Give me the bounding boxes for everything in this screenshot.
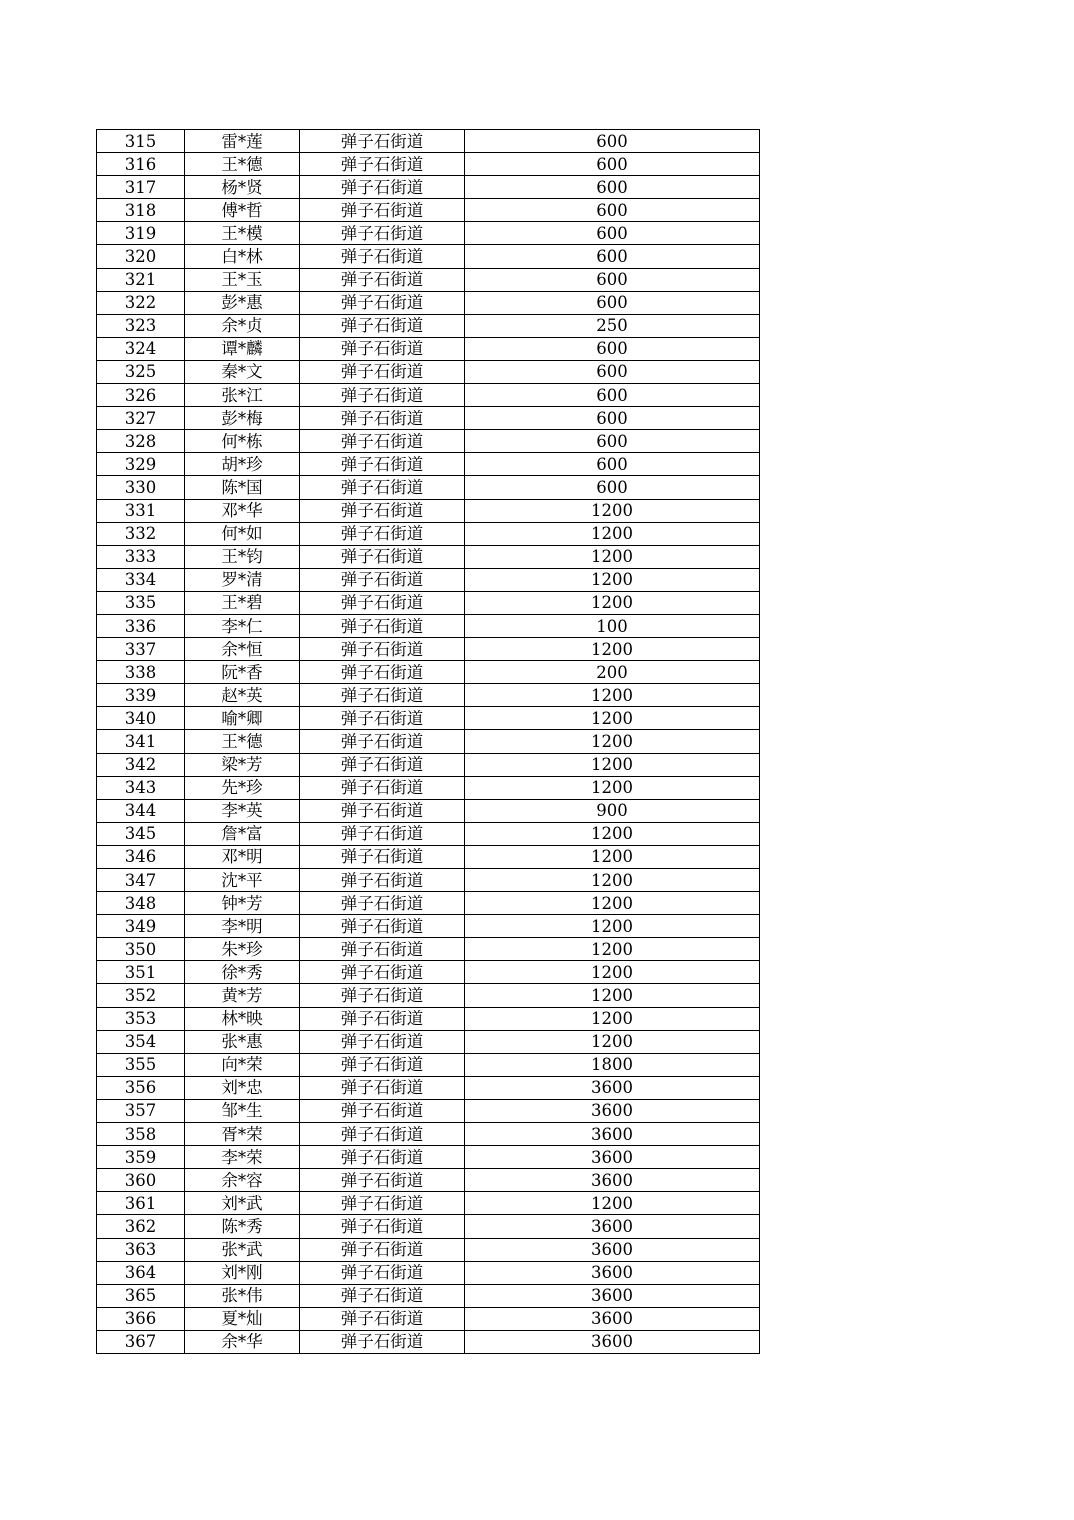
amount-cell: 1200 [465,961,760,984]
area-cell: 弹子石街道 [300,1169,465,1192]
amount-cell: 3600 [465,1146,760,1169]
name-cell: 余*容 [185,1169,300,1192]
amount-cell: 100 [465,614,760,637]
amount-cell: 1200 [465,1007,760,1030]
name-cell: 傅*哲 [185,199,300,222]
table-row [97,707,760,730]
table-row [97,545,760,568]
name-cell: 钟*芳 [185,892,300,915]
row-number-cell: 336 [97,614,185,637]
table-body [97,130,760,1354]
area-cell: 弹子石街道 [300,545,465,568]
table-row [97,776,760,799]
row-number-cell: 318 [97,199,185,222]
amount-cell: 1200 [465,915,760,938]
amount-cell: 600 [465,268,760,291]
area-cell: 弹子石街道 [300,453,465,476]
table-row [97,430,760,453]
row-number-cell: 357 [97,1099,185,1122]
area-cell: 弹子石街道 [300,522,465,545]
name-cell: 邹*生 [185,1099,300,1122]
table-row [97,799,760,822]
table-row [97,130,760,153]
amount-cell: 250 [465,314,760,337]
row-number-cell: 319 [97,222,185,245]
table-row [97,845,760,868]
row-number-cell: 352 [97,984,185,1007]
table-row [97,661,760,684]
row-number-cell: 362 [97,1215,185,1238]
amount-cell: 1200 [465,499,760,522]
row-number-cell: 321 [97,268,185,291]
amount-cell: 1200 [465,938,760,961]
name-cell: 邓*华 [185,499,300,522]
table-row [97,314,760,337]
area-cell: 弹子石街道 [300,1076,465,1099]
table-row [97,245,760,268]
amount-cell: 1200 [465,707,760,730]
area-cell: 弹子石街道 [300,384,465,407]
name-cell: 朱*珍 [185,938,300,961]
row-number-cell: 358 [97,1123,185,1146]
table-row [97,1238,760,1261]
table-row [97,1261,760,1284]
table-row [97,199,760,222]
amount-cell: 3600 [465,1330,760,1353]
row-number-cell: 346 [97,845,185,868]
table-row [97,153,760,176]
amount-cell: 3600 [465,1307,760,1330]
name-cell: 余*恒 [185,638,300,661]
table-row [97,1030,760,1053]
table-row [97,337,760,360]
amount-cell: 3600 [465,1099,760,1122]
row-number-cell: 342 [97,753,185,776]
amount-cell: 600 [465,153,760,176]
area-cell: 弹子石街道 [300,1099,465,1122]
amount-cell: 900 [465,799,760,822]
name-cell: 王*德 [185,730,300,753]
amount-cell: 1200 [465,984,760,1007]
amount-cell: 1200 [465,1192,760,1215]
row-number-cell: 347 [97,869,185,892]
name-cell: 黄*芳 [185,984,300,1007]
table-row [97,222,760,245]
amount-cell: 600 [465,407,760,430]
name-cell: 李*明 [185,915,300,938]
area-cell: 弹子石街道 [300,407,465,430]
row-number-cell: 367 [97,1330,185,1353]
table-row [97,1330,760,1353]
amount-cell: 600 [465,384,760,407]
name-cell: 张*惠 [185,1030,300,1053]
area-cell: 弹子石街道 [300,268,465,291]
area-cell: 弹子石街道 [300,684,465,707]
area-cell: 弹子石街道 [300,869,465,892]
row-number-cell: 316 [97,153,185,176]
amount-cell: 1200 [465,892,760,915]
row-number-cell: 322 [97,291,185,314]
amount-cell: 600 [465,130,760,153]
area-cell: 弹子石街道 [300,130,465,153]
area-cell: 弹子石街道 [300,1053,465,1076]
table-row [97,291,760,314]
table-row [97,822,760,845]
area-cell: 弹子石街道 [300,614,465,637]
amount-cell: 600 [465,291,760,314]
area-cell: 弹子石街道 [300,1007,465,1030]
row-number-cell: 355 [97,1053,185,1076]
name-cell: 陈*秀 [185,1215,300,1238]
area-cell: 弹子石街道 [300,1307,465,1330]
row-number-cell: 339 [97,684,185,707]
area-cell: 弹子石街道 [300,1123,465,1146]
name-cell: 李*仁 [185,614,300,637]
area-cell: 弹子石街道 [300,291,465,314]
table-row [97,522,760,545]
name-cell: 刘*忠 [185,1076,300,1099]
row-number-cell: 331 [97,499,185,522]
table-row [97,638,760,661]
area-cell: 弹子石街道 [300,476,465,499]
table-row [97,1007,760,1030]
area-cell: 弹子石街道 [300,430,465,453]
table-row [97,453,760,476]
row-number-cell: 328 [97,430,185,453]
amount-cell: 600 [465,199,760,222]
row-number-cell: 356 [97,1076,185,1099]
table-row [97,984,760,1007]
row-number-cell: 325 [97,360,185,383]
amount-cell: 1200 [465,845,760,868]
amount-cell: 1200 [465,822,760,845]
table-row [97,1307,760,1330]
table-row [97,407,760,430]
name-cell: 谭*麟 [185,337,300,360]
name-cell: 余*贞 [185,314,300,337]
amount-cell: 1200 [465,522,760,545]
row-number-cell: 317 [97,176,185,199]
name-cell: 邓*明 [185,845,300,868]
area-cell: 弹子石街道 [300,499,465,522]
name-cell: 赵*英 [185,684,300,707]
amount-cell: 1200 [465,753,760,776]
row-number-cell: 323 [97,314,185,337]
name-cell: 王*玉 [185,268,300,291]
amount-cell: 1200 [465,1030,760,1053]
row-number-cell: 359 [97,1146,185,1169]
row-number-cell: 332 [97,522,185,545]
row-number-cell: 340 [97,707,185,730]
name-cell: 张*武 [185,1238,300,1261]
name-cell: 罗*清 [185,568,300,591]
amount-cell: 600 [465,176,760,199]
row-number-cell: 338 [97,661,185,684]
name-cell: 夏*灿 [185,1307,300,1330]
table-row [97,915,760,938]
area-cell: 弹子石街道 [300,892,465,915]
table-row [97,268,760,291]
name-cell: 王*德 [185,153,300,176]
name-cell: 阮*香 [185,661,300,684]
row-number-cell: 351 [97,961,185,984]
area-cell: 弹子石街道 [300,1192,465,1215]
area-cell: 弹子石街道 [300,845,465,868]
area-cell: 弹子石街道 [300,753,465,776]
table-row [97,892,760,915]
name-cell: 张*伟 [185,1284,300,1307]
area-cell: 弹子石街道 [300,961,465,984]
name-cell: 王*模 [185,222,300,245]
name-cell: 张*江 [185,384,300,407]
table-row [97,1076,760,1099]
table-row [97,869,760,892]
amount-cell: 3600 [465,1076,760,1099]
name-cell: 刘*刚 [185,1261,300,1284]
area-cell: 弹子石街道 [300,730,465,753]
name-cell: 沈*平 [185,869,300,892]
table-row [97,614,760,637]
amount-cell: 1200 [465,730,760,753]
name-cell: 余*华 [185,1330,300,1353]
amount-cell: 3600 [465,1238,760,1261]
name-cell: 胡*珍 [185,453,300,476]
data-table [96,129,760,1354]
area-cell: 弹子石街道 [300,1330,465,1353]
row-number-cell: 327 [97,407,185,430]
area-cell: 弹子石街道 [300,661,465,684]
name-cell: 陈*国 [185,476,300,499]
amount-cell: 600 [465,360,760,383]
amount-cell: 3600 [465,1169,760,1192]
amount-cell: 600 [465,337,760,360]
amount-cell: 1200 [465,568,760,591]
row-number-cell: 354 [97,1030,185,1053]
area-cell: 弹子石街道 [300,337,465,360]
area-cell: 弹子石街道 [300,314,465,337]
amount-cell: 600 [465,245,760,268]
table-row [97,684,760,707]
amount-cell: 1200 [465,545,760,568]
row-number-cell: 329 [97,453,185,476]
table-row [97,568,760,591]
name-cell: 詹*富 [185,822,300,845]
area-cell: 弹子石街道 [300,1146,465,1169]
row-number-cell: 361 [97,1192,185,1215]
table-row [97,938,760,961]
area-cell: 弹子石街道 [300,245,465,268]
area-cell: 弹子石街道 [300,915,465,938]
table-row [97,1215,760,1238]
row-number-cell: 330 [97,476,185,499]
amount-cell: 1200 [465,684,760,707]
row-number-cell: 315 [97,130,185,153]
row-number-cell: 326 [97,384,185,407]
area-cell: 弹子石街道 [300,360,465,383]
name-cell: 杨*贤 [185,176,300,199]
name-cell: 先*珍 [185,776,300,799]
area-cell: 弹子石街道 [300,1238,465,1261]
name-cell: 刘*武 [185,1192,300,1215]
amount-cell: 1200 [465,638,760,661]
table-row [97,476,760,499]
table-row [97,384,760,407]
row-number-cell: 343 [97,776,185,799]
area-cell: 弹子石街道 [300,799,465,822]
row-number-cell: 337 [97,638,185,661]
area-cell: 弹子石街道 [300,776,465,799]
name-cell: 彭*梅 [185,407,300,430]
name-cell: 李*英 [185,799,300,822]
table-row [97,360,760,383]
amount-cell: 3600 [465,1215,760,1238]
table-row [97,176,760,199]
area-cell: 弹子石街道 [300,1215,465,1238]
row-number-cell: 366 [97,1307,185,1330]
row-number-cell: 333 [97,545,185,568]
area-cell: 弹子石街道 [300,1284,465,1307]
name-cell: 白*林 [185,245,300,268]
name-cell: 何*如 [185,522,300,545]
area-cell: 弹子石街道 [300,984,465,1007]
row-number-cell: 324 [97,337,185,360]
amount-cell: 1200 [465,776,760,799]
amount-cell: 1800 [465,1053,760,1076]
name-cell: 秦*文 [185,360,300,383]
row-number-cell: 360 [97,1169,185,1192]
area-cell: 弹子石街道 [300,176,465,199]
table-row [97,1192,760,1215]
row-number-cell: 345 [97,822,185,845]
name-cell: 胥*荣 [185,1123,300,1146]
name-cell: 林*映 [185,1007,300,1030]
table-row [97,961,760,984]
area-cell: 弹子石街道 [300,153,465,176]
row-number-cell: 363 [97,1238,185,1261]
amount-cell: 600 [465,222,760,245]
table-row [97,1123,760,1146]
amount-cell: 3600 [465,1123,760,1146]
amount-cell: 200 [465,661,760,684]
amount-cell: 600 [465,453,760,476]
name-cell: 徐*秀 [185,961,300,984]
name-cell: 王*碧 [185,591,300,614]
table-row [97,1053,760,1076]
amount-cell: 600 [465,430,760,453]
name-cell: 何*栋 [185,430,300,453]
table-row [97,1099,760,1122]
name-cell: 喻*卿 [185,707,300,730]
amount-cell: 1200 [465,591,760,614]
row-number-cell: 353 [97,1007,185,1030]
table-row [97,591,760,614]
table-row [97,753,760,776]
row-number-cell: 341 [97,730,185,753]
area-cell: 弹子石街道 [300,707,465,730]
name-cell: 梁*芳 [185,753,300,776]
row-number-cell: 364 [97,1261,185,1284]
row-number-cell: 348 [97,892,185,915]
area-cell: 弹子石街道 [300,1261,465,1284]
table-row [97,1146,760,1169]
name-cell: 王*钧 [185,545,300,568]
row-number-cell: 320 [97,245,185,268]
name-cell: 李*荣 [185,1146,300,1169]
table-row [97,1169,760,1192]
area-cell: 弹子石街道 [300,938,465,961]
row-number-cell: 335 [97,591,185,614]
table-row [97,1284,760,1307]
row-number-cell: 350 [97,938,185,961]
area-cell: 弹子石街道 [300,591,465,614]
amount-cell: 1200 [465,869,760,892]
row-number-cell: 349 [97,915,185,938]
area-cell: 弹子石街道 [300,1030,465,1053]
amount-cell: 600 [465,476,760,499]
area-cell: 弹子石街道 [300,199,465,222]
name-cell: 彭*惠 [185,291,300,314]
row-number-cell: 334 [97,568,185,591]
row-number-cell: 344 [97,799,185,822]
area-cell: 弹子石街道 [300,568,465,591]
amount-cell: 3600 [465,1261,760,1284]
area-cell: 弹子石街道 [300,638,465,661]
row-number-cell: 365 [97,1284,185,1307]
name-cell: 雷*莲 [185,130,300,153]
name-cell: 向*荣 [185,1053,300,1076]
area-cell: 弹子石街道 [300,222,465,245]
table-row [97,730,760,753]
amount-cell: 3600 [465,1284,760,1307]
area-cell: 弹子石街道 [300,822,465,845]
table-row [97,499,760,522]
